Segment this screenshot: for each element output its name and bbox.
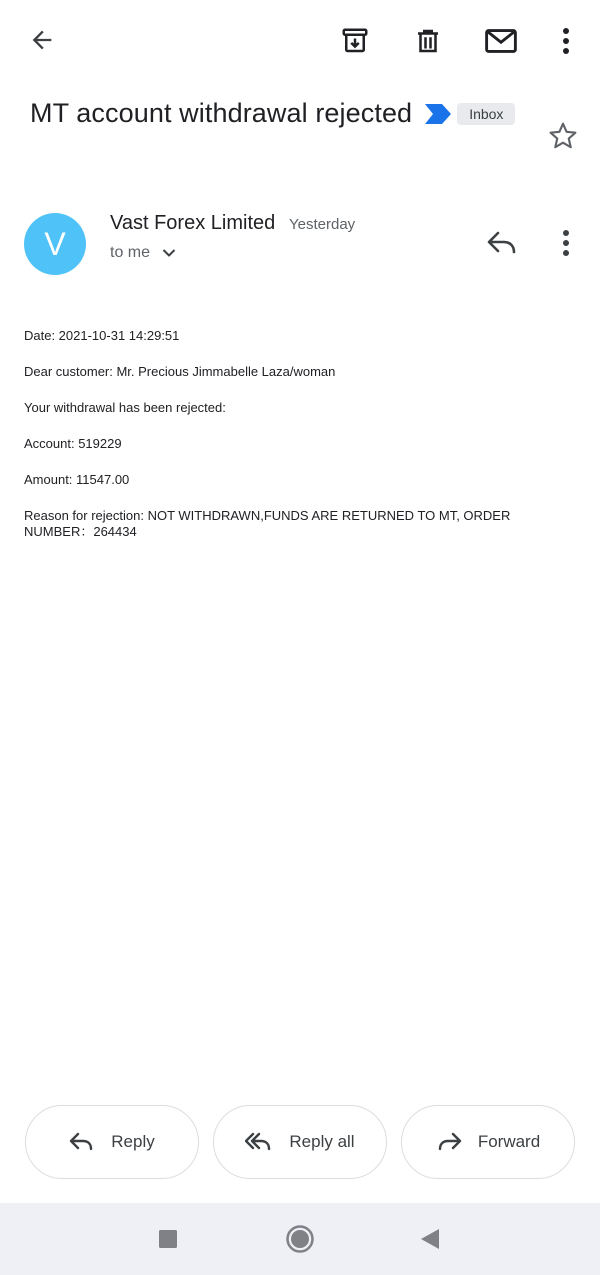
email-body [24,328,576,560]
body-line-date: Date: 2021-10-31 14:29:51 [24,328,180,343]
home-circle-icon[interactable] [280,1219,320,1259]
subject-row [30,98,550,129]
recipient-label: to me [110,244,151,261]
reply-icon [69,1132,95,1152]
importance-marker-icon[interactable] [424,103,452,125]
sender-name: Vast Forex Limited [110,212,276,234]
body-line-amount: Amount: 11547.00 [24,472,130,487]
sender-avatar[interactable]: V [24,213,86,275]
reply-all-button[interactable] [213,1105,387,1179]
reply-all-icon [245,1132,273,1152]
body-line-status: Your withdrawal has been rejected: [24,400,226,415]
star-icon[interactable] [539,112,587,160]
forward-button[interactable] [401,1105,575,1179]
sent-time: Yesterday [289,216,356,233]
chevron-down-icon [162,248,176,258]
message-more-icon[interactable] [542,219,590,267]
reply-all-button-label: Reply all [289,1132,355,1151]
email-subject: MT account withdrawal rejected [30,98,413,128]
recipient-toggle[interactable] [110,244,176,262]
body-line-greeting: Dear customer: Mr. Precious Jimmabelle Laza/woman [24,364,336,379]
recents-square-icon[interactable] [148,1219,188,1259]
body-line-reason: Reason for rejection: NOT WITHDRAWN,FUNDS ARE RETURNED TO MT, ORDER NUMBER：264434 [24,508,511,539]
reply-icon[interactable] [478,219,526,267]
system-nav-bar [0,1203,600,1275]
forward-icon [436,1132,462,1152]
mail-icon[interactable] [477,17,525,65]
inbox-label[interactable]: Inbox [457,103,515,125]
body-line-account: Account: 519229 [24,436,122,451]
archive-icon[interactable] [331,17,379,65]
reply-button-label: Reply [111,1132,155,1151]
back-arrow-icon[interactable] [18,16,66,64]
trash-icon[interactable] [404,17,452,65]
reply-button[interactable] [25,1105,199,1179]
forward-button-label: Forward [477,1132,541,1151]
more-vert-icon[interactable] [542,17,590,65]
back-triangle-icon[interactable] [410,1219,450,1259]
